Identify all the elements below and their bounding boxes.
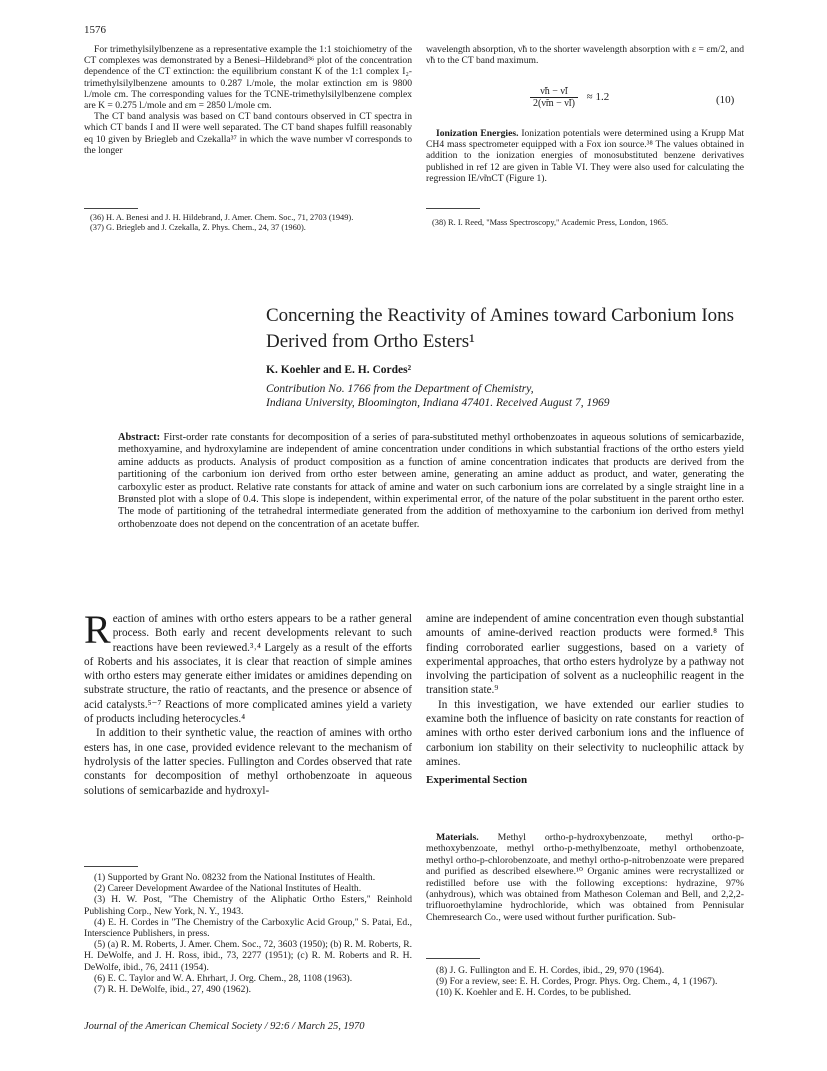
footnote: (6) E. C. Taylor and W. A. Ehrhart, J. Org. Chem., 28, 1108 (1963).	[94, 972, 353, 984]
equation-label: (10)	[716, 94, 735, 106]
footnote: (8) J. G. Fullington and E. H. Cordes, ibid., 29, 970 (1964).	[436, 965, 665, 976]
paragraph: amine are independent of amine concentration even though substantial amounts of amine-derived reaction products were formed.⁸ This finding corroborated earlier suggestions, based on a variety of experimental approaches, that ortho esters hydrolyze by a pathway not involving the participation of solvent as a nucleophilic reagent in the transition state.⁹	[426, 613, 744, 697]
footnote-rule	[84, 866, 138, 867]
footnote: (1) Supported by Grant No. 08232 from the National Institutes of Health.	[94, 872, 376, 883]
footnote: (9) For a review, see: E. H. Cordes, Progr. Phys. Org. Chem., 4, 1 (1967).	[436, 976, 718, 988]
equation-fraction	[530, 86, 578, 109]
top-left-footnotes	[84, 213, 412, 232]
body-left-column	[84, 607, 412, 798]
affiliation	[266, 382, 609, 410]
paragraph-text: Methyl ortho-p-hydroxybenzoate, methyl ortho-p-methoxybenzoate, methyl ortho-p-methylbenzoate, methyl orthobenzoate, methyl ortho-p-chlorobenzoate, and methyl ortho-p-nitrobenzoate were prepared and purified as described elsewhere.¹⁰ Organic amines were recrystallized or redistilled before use with the following exceptions: hydrazine, 97% (anhydrous), which was obtained from Matheson Coleman and Bell, and 2,2,2-trifluoroethylamine hydrochloride, which was obtained from Pennisular Chemresearch Co., were used without further purification. Sub-	[426, 832, 744, 923]
journal-footer: Journal of the American Chemical Society / 92:6 / March 25, 1970	[84, 1021, 365, 1032]
body-right-column	[426, 612, 744, 790]
affiliation-line: Contribution No. 1766 from the Department of Chemistry,	[266, 383, 534, 395]
abstract-text: First-order rate constants for decomposition of a series of para-substituted methyl orthobenzoates in aqueous solutions of semicarbazide, methoxyamine, and hydroxylamine are independent of amine concentration under conditions in which substantial fractions of the ortho esters yield amine adducts as products. Analysis of product composition as a function of amine concentration indicates that products are derived from the partitioning of the carbonium ion derived from ortho ester between amine, generating an amine adduct as product, and water, generating the carboxylic ester as product. Relative rate constants for attack of amine and water on such carbonium ions are correlated by a single straight line in a Brønsted plot with a slope of 0.4. This slope is independent, within experimental error, of the nature of the polar substituent in the parent ortho ester. The mode of partitioning of the tetrahedral intermediate generated from the addition of methoxyamine to the carbonium ion derived from methyl orthobenzoate does not depend on the concentration of an acetate buffer.	[118, 432, 744, 530]
equation-denominator: 2(ν̃m − ν̃l)	[533, 98, 575, 109]
ionization-paragraph	[426, 128, 744, 184]
footnote: (37) G. Briegleb and J. Czekalla, Z. Phys. Chem., 24, 37 (1960).	[90, 222, 306, 232]
article-title	[266, 303, 734, 355]
footnote: (10) K. Koehler and E. H. Cordes, to be published.	[436, 987, 632, 999]
paragraph: In this investigation, we have extended our earlier studies to examine both the influence of basicity on rate constants for reaction of amines with ortho ester derived carbonium ions and the influence of carbonium ion stability on their selectivity to nucleophilic attack by amines.	[426, 698, 744, 768]
paragraph: eaction of amines with ortho esters appears to be a rather general process. Both early and recent developments relevant to such reactions have been reviewed.³˒⁴ Largely as a result of the efforts of Roberts and his associates, it is clear that reaction of simple amines with ortho esters may generate either imidates or amidines depending on substrate structure, the ratio of reactants, and the presence or absence of acid catalysts.⁵⁻⁷ Reactions of more complicated amines yield a variety of products including heterocycles.⁴	[84, 613, 412, 726]
footnote-rule	[426, 208, 480, 209]
footnote: (36) H. A. Benesi and J. H. Hildebrand, J. Amer. Chem. Soc., 71, 2703 (1949).	[90, 213, 354, 222]
footnote: (3) H. W. Post, "The Chemistry of the Aliphatic Ortho Esters," Reinhold Publishing Corp., New York, N. Y., 1943.	[84, 894, 412, 917]
equation-rhs: ≈ 1.2	[586, 91, 610, 104]
title-line: Concerning the Reactivity of Amines toward Carbonium Ions	[266, 305, 735, 326]
abstract-label: Abstract:	[118, 432, 161, 443]
footnote-rule	[426, 958, 480, 959]
equation-10	[530, 86, 609, 109]
footnote: (2) Career Development Awardee of the National Institutes of Health.	[94, 883, 362, 895]
footnote: (5) (a) R. M. Roberts, J. Amer. Chem. Soc., 72, 3603 (1950); (b) R. M. Roberts, R. H. DeWolfe, and J. H. Ross, ibid., 73, 2277 (1951); (c) R. M. Roberts and R. H. DeWolfe, ibid., 76, 2411 (1954).	[84, 939, 412, 973]
drop-cap: R	[84, 607, 111, 652]
paragraph-heading: Ionization Energies.	[436, 128, 519, 139]
paragraph-heading: Materials.	[436, 832, 479, 843]
body-left-footnotes	[84, 872, 412, 995]
footnote: (4) E. H. Cordes in "The Chemistry of the Carboxylic Acid Group," S. Patai, Ed., Interscience Publishers, in press.	[84, 916, 412, 940]
top-right-footnotes	[426, 218, 744, 228]
section-heading: Experimental Section	[426, 774, 528, 787]
paragraph: The CT band analysis was based on CT band contours observed in CT spectra in which CT bands I and II were well separated. The CT band shapes fulfill reasonably eq 10 given by Briegleb and Czekalla³⁷ in which the wave number ν̃l corresponds to the longer	[84, 111, 412, 156]
top-right-column	[426, 44, 744, 66]
footnote: (38) R. I. Reed, "Mass Spectroscopy," Academic Press, London, 1965.	[432, 218, 669, 227]
equation-numerator: ν̃h − ν̃l	[530, 86, 578, 98]
paragraph-text: Ionization potentials were determined using a Krupp Mat CH4 mass spectrometer equipped with a Fox ion source.³⁸ The values obtained in addition to the ionization energies of monosubstituted benzene derivatives published in ref 12 are given in Table VI. They were also used for calculating the regression IE/ν̃mCT (Figure 1).	[426, 128, 744, 184]
abstract	[118, 432, 744, 531]
paragraph: In addition to their synthetic value, the reaction of amines with ortho esters has, in one case, provided evidence relevant to the mechanism of hydrolysis of the latter species. Fullington and Cordes observed that rate constants for decomposition of methyl orthobenzoate in aqueous solutions of semicarbazide and hydroxyl-	[84, 727, 412, 797]
top-left-column	[84, 44, 412, 156]
paragraph: wavelength absorption, ν̃h to the shorter wavelength absorption with ε = εm/2, and ν̃h to the CT band maximum.	[426, 44, 744, 67]
materials-paragraph	[426, 832, 744, 923]
paragraph: For trimethylsilylbenzene as a representative example the 1:1 stoichiometry of the CT complexes was demonstrated by a Benesi–Hildebrand³⁶ plot of the concentration dependence of the CT extinction: the equilibrium constant K of the 1:1 complex I₂-trimethylsilylbenzene amounts to 0.287 l./mole, the molar extinction εm is 9800 l./mole cm. The corresponding values for the TCNE-trimethylsilylbenzene complex are K = 0.275 l./mole and εm = 2850 l./mole cm.	[84, 44, 412, 112]
page-number: 1576	[84, 24, 106, 36]
authors: K. Koehler and E. H. Cordes²	[266, 364, 412, 376]
body-right-footnotes	[426, 965, 744, 999]
title-line: Derived from Ortho Esters¹	[266, 331, 475, 352]
footnote-rule	[84, 208, 138, 209]
affiliation-line: Indiana University, Bloomington, Indiana 47401. Received August 7, 1969	[266, 397, 610, 409]
footnote: (7) R. H. DeWolfe, ibid., 27, 490 (1962).	[94, 984, 251, 996]
